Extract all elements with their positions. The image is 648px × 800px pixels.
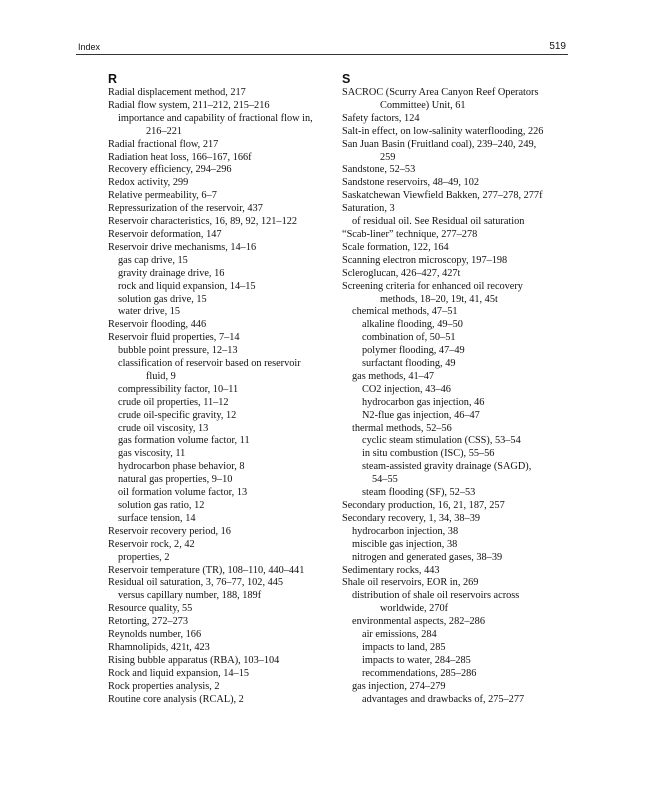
index-subsubentry: impacts to land, 285 — [362, 641, 446, 653]
index-subsubentry: CO2 injection, 43–46 — [362, 383, 451, 395]
index-entry: Relative permeability, 6–7 — [108, 190, 217, 202]
index-subsubentry: recommendations, 285–286 — [362, 667, 477, 679]
index-subentry: gravity drainage drive, 16 — [118, 267, 225, 279]
index-entry: Recovery efficiency, 294–296 — [108, 164, 232, 176]
index-entry: Redox activity, 299 — [108, 177, 189, 189]
index-subsubentry: N2-flue gas injection, 46–47 — [362, 409, 480, 421]
index-subentry: environmental aspects, 282–286 — [352, 616, 485, 628]
index-entry: Radiation heat loss, 166–167, 166f — [108, 151, 252, 163]
index-entry-continuation: 259 — [380, 151, 396, 163]
index-subentry: crude oil viscosity, 13 — [118, 422, 209, 434]
index-entry: Screening criteria for enhanced oil recovery — [342, 280, 523, 292]
letter-heading: R — [108, 72, 118, 86]
page-number: 519 — [549, 41, 566, 52]
index-subentry: hydrocarbon injection, 38 — [352, 525, 459, 537]
index-entry: Reservoir drive mechanisms, 14–16 — [108, 241, 257, 253]
index-subentry: gas injection, 274–279 — [352, 680, 446, 692]
index-subsubentry: hydrocarbon gas injection, 46 — [362, 396, 485, 408]
index-subentry: nitrogen and generated gases, 38–39 — [352, 551, 503, 563]
index-entry: Secondary recovery, 1, 34, 38–39 — [342, 512, 481, 524]
index-entry: Scanning electron microscopy, 197–198 — [342, 254, 508, 266]
running-header — [76, 40, 568, 55]
index-entry: Reservoir characteristics, 16, 89, 92, 121–122 — [108, 216, 298, 228]
index-entry: Salt-in effect, on low-salinity waterflooding, 226 — [342, 125, 544, 137]
index-subsubentry: air emissions, 284 — [362, 629, 437, 641]
index-entry: Saskatchewan Viewfield Bakken, 277–278, 277f — [342, 190, 543, 202]
index-subsubentry: steam flooding (SF), 52–53 — [362, 487, 476, 499]
index-subsubentry: cyclic steam stimulation (CSS), 53–54 — [362, 435, 521, 447]
index-entry: Reservoir rock, 2, 42 — [108, 538, 195, 550]
index-entry: Saturation, 3 — [342, 203, 395, 215]
index-entry: “Scab-liner” technique, 277–278 — [342, 228, 478, 240]
section-title: Index — [78, 42, 101, 52]
index-entry: Reservoir temperature (TR), 108–110, 440–441 — [108, 564, 305, 576]
index-subentry: bubble point pressure, 12–13 — [118, 345, 238, 357]
index-subentry: gas formation volume factor, 11 — [118, 435, 250, 447]
index-entry-continuation: worldwide, 270f — [380, 603, 449, 615]
index-subentry: versus capillary number, 188, 189f — [118, 590, 262, 602]
index-entry-continuation: fluid, 9 — [146, 370, 176, 382]
index-entry: Shale oil reservoirs, EOR in, 269 — [342, 577, 479, 589]
index-subentry: hydrocarbon phase behavior, 8 — [118, 461, 245, 473]
index-entry-continuation: Committee) Unit, 61 — [380, 99, 466, 111]
index-entry: Rhamnolipids, 421t, 423 — [108, 641, 210, 653]
index-entry: Scleroglucan, 426–427, 427t — [342, 267, 461, 279]
index-entry: Safety factors, 124 — [342, 112, 420, 124]
index-entry: San Juan Basin (Fruitland coal), 239–240, 249, — [342, 138, 537, 150]
index-entry-continuation: 54–55 — [372, 474, 398, 486]
index-column-right — [342, 72, 570, 707]
index-entry-continuation: methods, 18–20, 19t, 41, 45t — [380, 293, 498, 305]
index-subentry: importance and capability of fractional flow in, — [118, 112, 313, 124]
index-subsubentry: alkaline flooding, 49–50 — [362, 319, 463, 331]
index-entry: Rock properties analysis, 2 — [108, 680, 220, 692]
index-subentry: water drive, 15 — [118, 306, 181, 318]
index-entry: Routine core analysis (RCAL), 2 — [108, 693, 244, 705]
index-subentry: crude oil-specific gravity, 12 — [118, 409, 237, 421]
index-entry: Radial fractional flow, 217 — [108, 138, 219, 150]
index-entry: Retorting, 272–273 — [108, 616, 189, 628]
index-subentry: surface tension, 14 — [118, 512, 196, 524]
index-subentry: of residual oil. See Residual oil saturation — [352, 216, 525, 228]
index-subsubentry: in situ combustion (ISC), 55–56 — [362, 448, 495, 460]
index-entry: SACROC (Scurry Area Canyon Reef Operators — [342, 87, 539, 98]
index-subsubentry: impacts to water, 284–285 — [362, 654, 471, 666]
index-entry: Reservoir fluid properties, 7–14 — [108, 332, 240, 344]
index-subentry: oil formation volume factor, 13 — [118, 487, 248, 499]
index-subentry: classification of reservoir based on reservoir — [118, 358, 301, 370]
index-subentry: natural gas properties, 9–10 — [118, 474, 233, 486]
index-subentry: chemical methods, 47–51 — [352, 306, 458, 318]
index-subentry: distribution of shale oil reservoirs across — [352, 590, 520, 602]
index-subsubentry: advantages and drawbacks of, 275–277 — [362, 693, 525, 705]
index-entry: Reservoir deformation, 147 — [108, 228, 222, 240]
index-subentry: solution gas ratio, 12 — [118, 500, 205, 511]
index-subentry: gas cap drive, 15 — [118, 254, 188, 266]
index-subsubentry: polymer flooding, 47–49 — [362, 345, 465, 357]
index-subsubentry: combination of, 50–51 — [362, 332, 456, 344]
index-entry: Reynolds number, 166 — [108, 629, 202, 641]
index-entry: Radial flow system, 211–212, 215–216 — [108, 99, 270, 111]
index-entry: Residual oil saturation, 3, 76–77, 102, 445 — [108, 577, 284, 589]
index-subsubentry: steam-assisted gravity drainage (SAGD), — [362, 461, 532, 473]
index-subentry: gas viscosity, 11 — [118, 448, 186, 460]
index-entry-continuation: 216–221 — [146, 125, 183, 137]
index-entry: Reservoir recovery period, 16 — [108, 525, 231, 537]
index-subentry: properties, 2 — [118, 551, 170, 563]
index-entry: Resource quality, 55 — [108, 603, 193, 615]
index-subentry: solution gas drive, 15 — [118, 293, 207, 305]
index-subentry: miscible gas injection, 38 — [352, 538, 458, 550]
index-subentry: gas methods, 41–47 — [352, 370, 435, 382]
letter-heading: S — [342, 72, 351, 86]
index-entry: Sedimentary rocks, 443 — [342, 564, 440, 576]
index-entry: Radial displacement method, 217 — [108, 87, 246, 98]
index-entry: Rock and liquid expansion, 14–15 — [108, 667, 249, 679]
index-entry: Scale formation, 122, 164 — [342, 241, 449, 253]
index-column-left — [108, 72, 336, 707]
index-entry: Repressurization of the reservoir, 437 — [108, 203, 263, 215]
index-subentry: crude oil properties, 11–12 — [118, 396, 229, 408]
index-subentry: rock and liquid expansion, 14–15 — [118, 280, 256, 292]
index-entry: Sandstone reservoirs, 48–49, 102 — [342, 177, 479, 189]
index-entry: Rising bubble apparatus (RBA), 103–104 — [108, 654, 280, 666]
index-subsubentry: surfactant flooding, 49 — [362, 358, 456, 370]
index-entry: Secondary production, 16, 21, 187, 257 — [342, 500, 505, 511]
index-entry: Sandstone, 52–53 — [342, 164, 416, 176]
index-subentry: compressibility factor, 10–11 — [118, 383, 239, 395]
index-subentry: thermal methods, 52–56 — [352, 422, 452, 434]
index-entry: Reservoir flooding, 446 — [108, 319, 207, 331]
